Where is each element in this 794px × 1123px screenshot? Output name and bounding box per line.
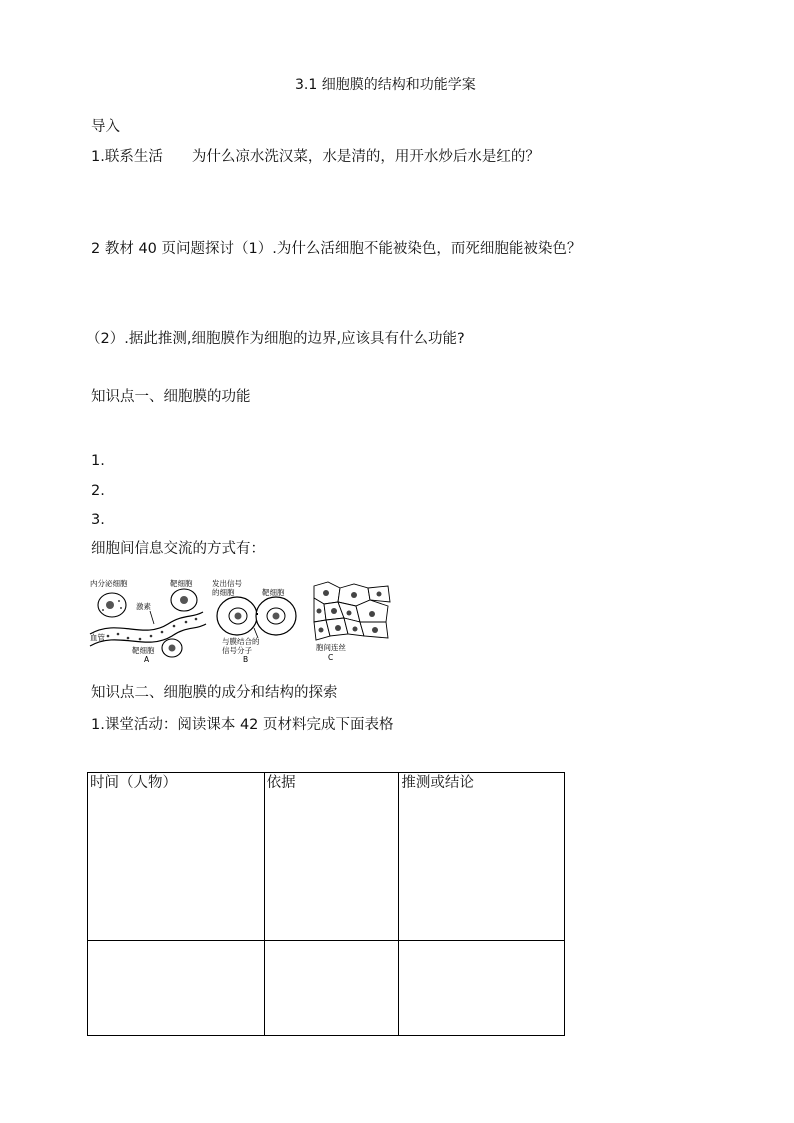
label-target-cell-top: 靶细胞 <box>170 579 193 588</box>
table-row <box>88 773 565 941</box>
kp1-exchange-text: 细胞间信息交流的方式有： <box>91 541 265 557</box>
table-cell-empty[interactable] <box>88 941 265 1036</box>
label-panel-b: B <box>243 655 249 664</box>
intro-question-1: 1.联系生活 为什么凉水洗汉菜，水是清的，用开水炒后水是红的？ <box>91 149 540 165</box>
label-plasmodesmata: 胞间连丝 <box>316 643 346 652</box>
label-signal-cell-line1: 发出信号 <box>212 579 242 588</box>
header-time-person: 时间（人物） <box>88 773 265 941</box>
header-basis: 依据 <box>264 773 399 941</box>
page-title: 3.1 细胞膜的结构和功能学案 <box>295 77 476 93</box>
intro-question-2: 2 教材 40 页问题探讨（1）.为什么活细胞不能被染色，而死细胞能被染色？ <box>91 241 582 257</box>
intro-heading: 导入 <box>91 119 120 135</box>
history-table <box>87 772 565 1036</box>
kp1-item-1: 1. <box>91 453 105 469</box>
table-cell-empty[interactable] <box>399 941 565 1036</box>
kp1-heading: 知识点一、细胞膜的功能 <box>91 389 251 405</box>
label-target-cell-b: 靶细胞 <box>262 588 285 597</box>
cell-communication-figure <box>88 578 392 664</box>
kp2-heading: 知识点二、细胞膜的成分和结构的探索 <box>91 685 338 701</box>
label-hormone: 激素 <box>136 602 151 611</box>
label-signal-molecule-line2: 信号分子 <box>222 646 252 655</box>
label-signal-cell-line2: 的细胞 <box>212 588 235 597</box>
kp1-item-2: 2. <box>91 483 105 499</box>
panel-b-diagram <box>217 597 296 638</box>
table-row <box>88 941 565 1036</box>
kp1-item-3: 3. <box>91 512 105 528</box>
label-signal-molecule-line1: 与膜结合的 <box>222 637 260 646</box>
kp2-activity: 1.课堂活动：阅读课本 42 页材料完成下面表格 <box>91 717 394 733</box>
table-cell-empty[interactable] <box>264 941 399 1036</box>
label-panel-a: A <box>144 655 150 664</box>
label-panel-c: C <box>328 653 334 662</box>
header-conclusion: 推测或结论 <box>399 773 565 941</box>
label-target-cell-bottom: 靶细胞 <box>132 646 155 655</box>
label-blood-vessel: 血管 <box>90 633 105 642</box>
intro-question-3: （2）.据此推测,细胞膜作为细胞的边界,应该具有什么功能? <box>86 331 465 347</box>
panel-c-diagram <box>314 582 390 640</box>
label-secreting-cell: 内分泌细胞 <box>90 579 128 588</box>
